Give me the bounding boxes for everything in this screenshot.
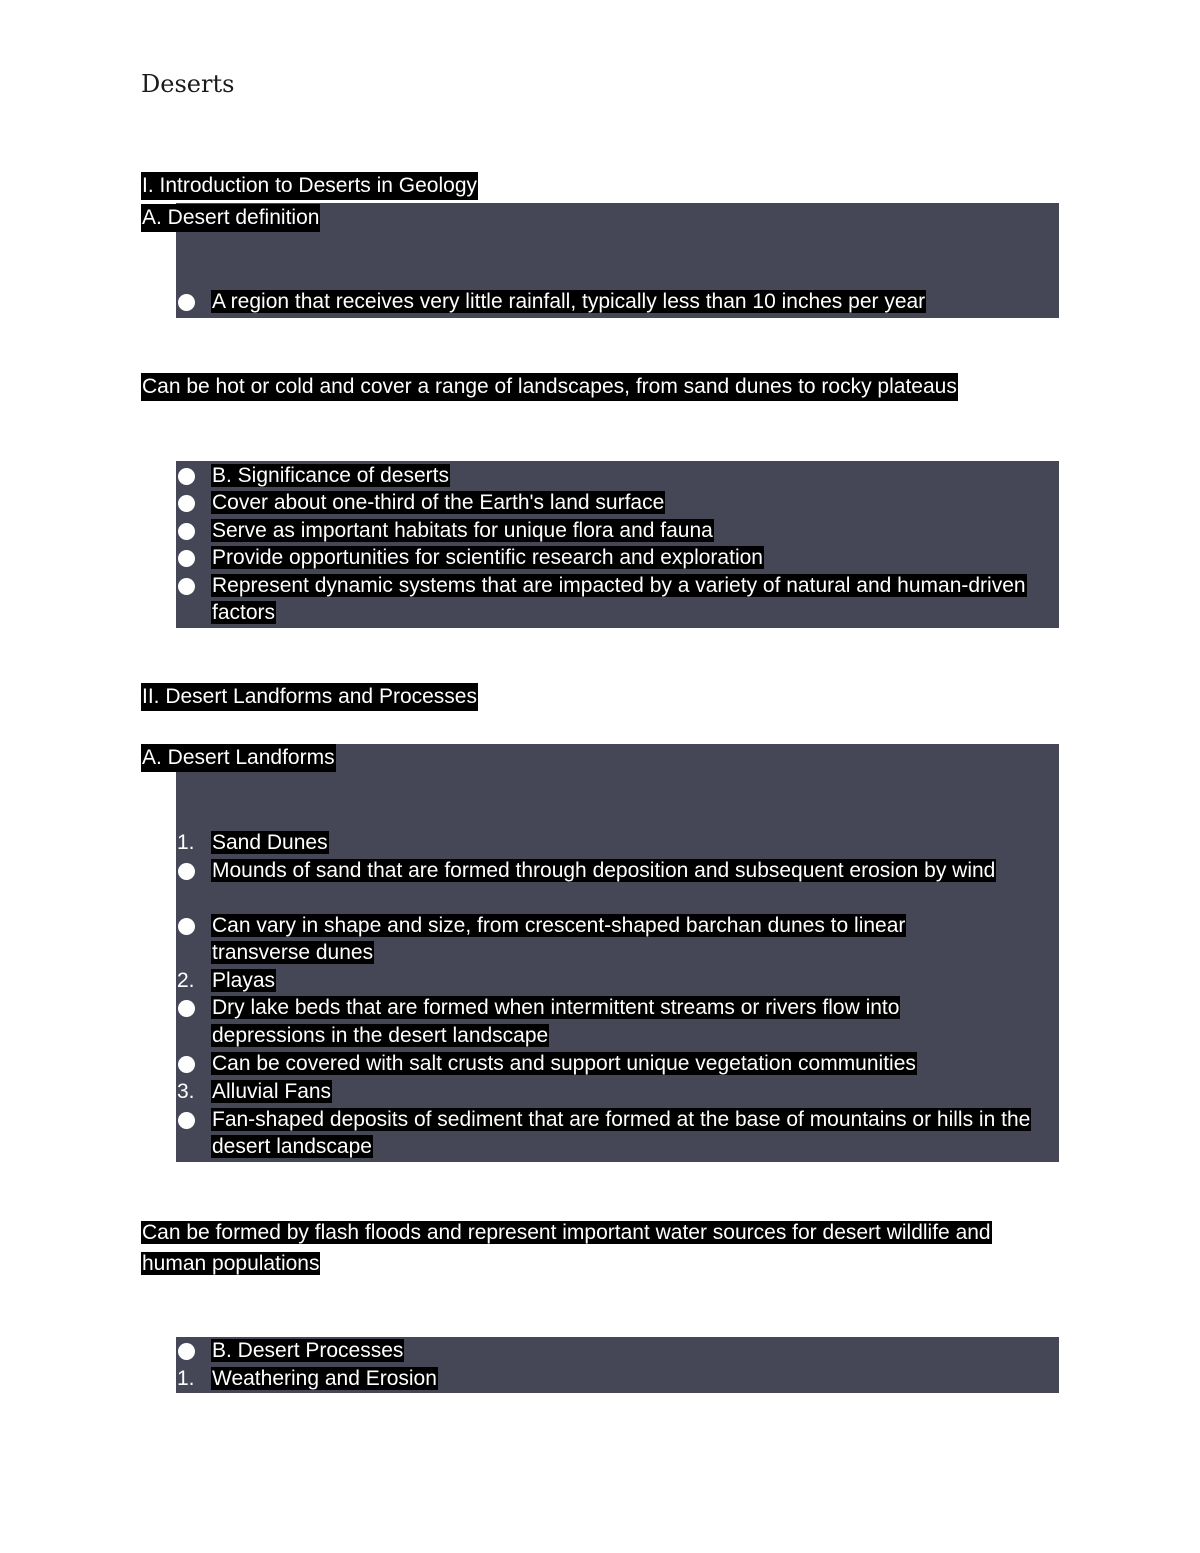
paragraph-note: Can be hot or cold and cover a range of landscapes, from sand dunes to rocky plateaus <box>141 373 958 401</box>
section-1-heading: I. Introduction to Deserts in Geology <box>141 172 478 200</box>
list-item-text: Dry lake beds that are formed when intermittent streams or rivers flow into depressions in the desert landscape <box>212 996 900 1047</box>
list-number: 1. <box>177 1367 195 1390</box>
list-number: 3. <box>177 1080 195 1103</box>
list-item-text: B. Desert Processes <box>212 1339 404 1362</box>
list-number: 1. <box>177 831 195 854</box>
bullet-icon <box>176 572 208 600</box>
bullet-icon <box>176 288 208 316</box>
bullet-icon <box>176 544 208 572</box>
bullet-icon <box>176 857 208 885</box>
list-item-text: Alluvial Fans <box>212 1080 332 1103</box>
list-item-text: Cover about one-third of the Earth's land surface <box>212 491 665 514</box>
list-item-text: Mounds of sand that are formed through deposition and subsequent erosion by wind <box>212 859 996 882</box>
list-item-text: Can vary in shape and size, from crescent-shaped barchan dunes to linear transverse dunes <box>212 914 906 964</box>
paragraph-note-text: Can be formed by flash floods and represent important water sources for desert wildlife and human populations <box>142 1221 991 1275</box>
list-item-text: Fan-shaped deposits of sediment that are formed at the base of mountains or hills in the desert landscape <box>212 1108 1031 1158</box>
subsection-a-heading: A. Desert Landforms <box>141 744 336 772</box>
bullet-icon <box>176 489 208 517</box>
bullet-icon <box>176 462 208 490</box>
bullet-icon <box>176 1106 208 1134</box>
list-item-text: B. Significance of deserts <box>212 464 449 487</box>
list-item-text: Sand Dunes <box>212 831 328 854</box>
list-item-text: Can be covered with salt crusts and support unique vegetation communities <box>212 1052 916 1075</box>
list-item-text: Weathering and Erosion <box>212 1367 437 1390</box>
bullet-icon <box>176 994 208 1022</box>
bullet-icon <box>176 517 208 545</box>
bullet-icon <box>176 1337 208 1365</box>
list-item-text: Represent dynamic systems that are impacted by a variety of natural and human-driven factors <box>212 574 1026 624</box>
list-item-text: Provide opportunities for scientific research and exploration <box>212 546 763 569</box>
list-item-text: Serve as important habitats for unique flora and fauna <box>212 519 713 542</box>
paragraph-note <box>141 1217 1056 1279</box>
section-2-heading: II. Desert Landforms and Processes <box>141 683 478 711</box>
bullet-icon <box>176 912 208 940</box>
document-title: Deserts <box>141 70 235 98</box>
subsection-a-heading: A. Desert definition <box>141 204 320 232</box>
list-number: 2. <box>177 969 195 992</box>
list-item-text: Playas <box>212 969 276 992</box>
bullet-icon <box>176 1050 208 1078</box>
list-item-text: A region that receives very little rainfall, typically less than 10 inches per year <box>212 290 926 313</box>
